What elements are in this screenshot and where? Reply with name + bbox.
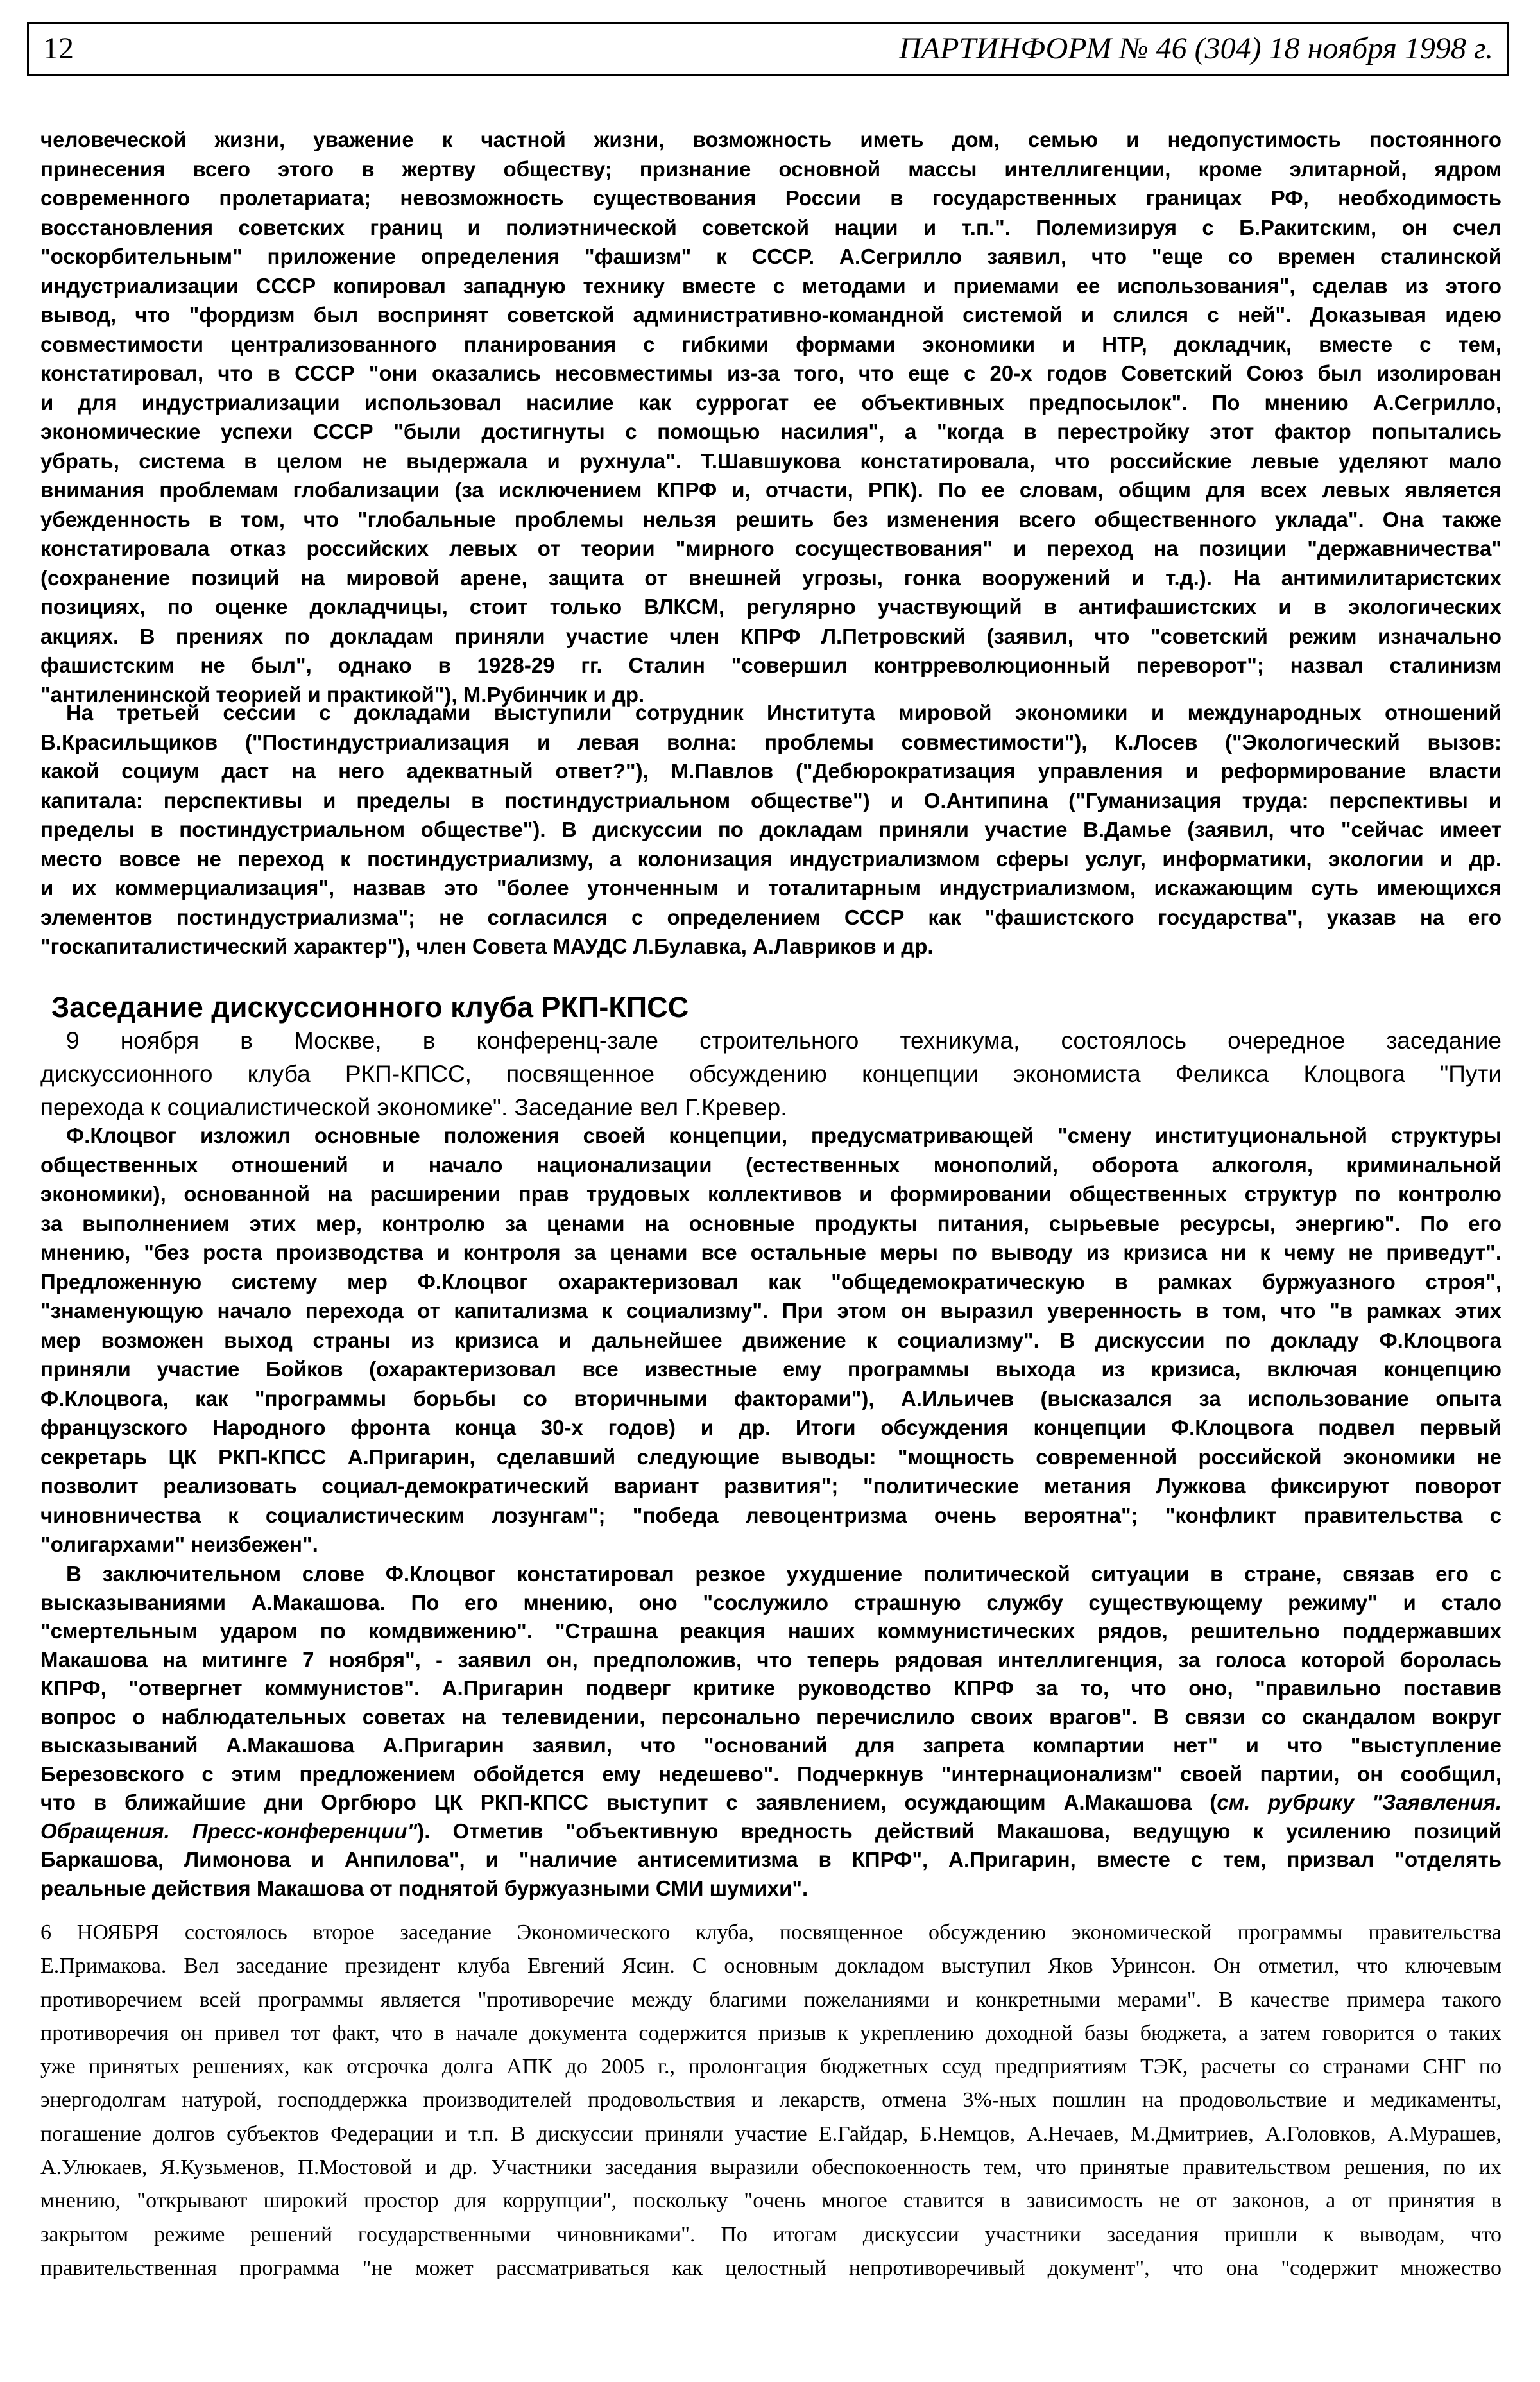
text-line: и для индустриализации использовал насилие как суррогат ее объективных предпосылок". По мнению А.Сегрилло, [40, 390, 1502, 415]
text-line: позволит реализовать социал-демократический вариант развития"; "политические метания Лужкова фиксируют поворот [40, 1474, 1502, 1498]
text-line: противоречия он привел тот факт, что в начале документа содержится призыв к укреплению доходной базы бюджета, а затем говорится о таких [40, 2021, 1502, 2045]
text-line: 9 ноября в Москве, в конференц-зале строительного техникума, состоялось очередное заседание [66, 1027, 1502, 1054]
text-line: вывод, что "фордизм был воспринят советской административно-командной системой и слился с ней". Доказывая идею [40, 303, 1502, 327]
text-line: А.Улюкаев, Я.Кузьменов, П.Мостовой и др. Участники заседания выразили обеспокоенность тем, что принятые правительством решения, по их [40, 2155, 1502, 2180]
text-line: дискуссионного клуба РКП-КПСС, посвященное обсуждению концепции экономиста Феликса Клоцвога "Пути [40, 1061, 1502, 1087]
text-line: восстановления советских границ и полиэтнической советской нации и т.п.". Полемизируя с Б.Ракитским, он счел [40, 215, 1502, 239]
text-segment: что в ближайшие дни Оргбюро ЦК РКП-КПСС выступит с заявлением, осуждающим А.Макашова ( [40, 1790, 1217, 1814]
text-line: индустриализации СССР копировал западную технику вместе с методами и приемами ее использования", сделав из этого [40, 273, 1502, 298]
text-line: (сохранение позиций на мировой арене, защита от внешней угрозы, гонка вооружений и т.д.). На антимилитаристских [40, 565, 1502, 590]
text-line: место вовсе не переход к постиндустриализму, а колонизация индустриализмом сферы услуг, информатики, экологии и др. [40, 846, 1502, 871]
text-line: секретарь ЦК РКП-КПСС А.Пригарин, сделавший следующие выводы: "мощность современной российской экономики не [40, 1444, 1502, 1469]
page-header [27, 22, 1509, 76]
text-line: и их коммерциализация", назвав это "более утонченным и тоталитарным индустриализмом, искажающим суть имеющихся [40, 876, 1502, 900]
text-line: пределы в постиндустриальном обществе"). В дискуссии по докладам приняли участие В.Дамье (заявил, что "сейчас имеет [40, 818, 1502, 841]
text-line: чиновничества к социалистическим лозунгам"; "победа левоцентризма очень вероятна"; "конфликт правительства с [40, 1503, 1502, 1527]
text-line: Баркашова, Лимонова и Анпилова", и "наличие антисемитизма в КПРФ", А.Пригарин, вместе с тем, призвал "отделять [40, 1847, 1502, 1871]
text-line: Е.Примакова. Вел заседание президент клуба Евгений Ясин. С основным докладом выступил Яков Уринсон. Он отметил, что ключевым [40, 1954, 1502, 1978]
text-line: современного пролетариата; невозможность существования России в государственных границах РФ, необходимость [40, 186, 1502, 210]
text-line: позициях, по оценке докладчицы, стоит только ВЛКСМ, регулярно участвующий в антифашистских и в экологических [40, 595, 1502, 619]
section-intro [40, 1024, 1502, 1124]
section-paragraph-1 [40, 1121, 1502, 1559]
text-line: вопрос о наблюдательных советах на телевидении, персонально перечислило своих врагов". В связи со скандалом вокруг [40, 1704, 1502, 1729]
text-line: "оскорбительным" приложение определения "фашизм" к СССР. А.Сегрилло заявил, что "еще со времен сталинской [40, 244, 1502, 268]
news-paragraph [40, 1916, 1502, 2285]
text-line: человеческой жизни, уважение к частной жизни, возможность иметь дом, семью и недопустимость постоянного [40, 128, 1502, 151]
text-line: В заключительном слове Ф.Клоцвог констатировал резкое ухудшение политической ситуации в стране, связав его с [66, 1562, 1502, 1586]
text-line: общественных отношений и начало национализации (естественных монополий, оборота алкоголя, криминальной [40, 1152, 1502, 1177]
text-line: "госкапиталистический характер"), член Совета МАУДС Л.Булавка, А.Лавриков и др. [40, 934, 934, 958]
text-line: Березовского с этим предложением обойдется ему недешево". Подчеркнув "интернационализм" своей партии, он сообщил, [40, 1761, 1502, 1786]
text-line: элементов постиндустриализма"; не согласился с определением СССР как "фашистского государства", указав на его [40, 905, 1502, 929]
text-line: констатировала отказ российских левых от теории "мирного сосуществования" и переход на позиции "державничества" [40, 536, 1502, 560]
text-line: фашистским не был", однако в 1928-29 гг. Сталин "совершил контрреволюционный переворот"; назвал сталинизм [40, 653, 1502, 677]
section-paragraph-2 [40, 1560, 1502, 1903]
section-heading: Заседание дискуссионного клуба РКП-КПСС [51, 991, 689, 1024]
text-line: французского Народного фронта конца 30-х годов) и др. Итоги обсуждения концепции Ф.Клоцвога подвел первый [40, 1416, 1502, 1439]
text-line: закрытом режиме решений государственными чиновниками". По итогам дискуссии участники заседания пришли к выводам, что [40, 2222, 1502, 2247]
text-line: акциях. В прениях по докладам приняли участие член КПРФ Л.Петровский (заявил, что "советский режим изначально [40, 624, 1502, 648]
text-line: за выполнением этих мер, контролю за ценами на основные продукты питания, сырьевые ресурсы, энергию". По его [40, 1211, 1502, 1235]
text-line: Ф.Клоцвога, как "программы борьбы со вторичными факторами"), А.Ильичев (высказался за использование опыта [40, 1386, 1502, 1410]
publication-title: ПАРТИНФОРМ № 46 (304) 18 ноября 1998 г. [899, 31, 1493, 65]
text-line: перехода к социалистической экономике". Заседание вел Г.Кревер. [40, 1094, 787, 1120]
text-line: "знаменующую начало перехода от капитализма к социализму". При этом он выразил уверенность в том, что "в рамках этих [40, 1299, 1502, 1323]
text-line: какой социум даст на него адекватный ответ?"), М.Павлов ("Дебюрократизация управления и реформирование власти [40, 759, 1502, 783]
text-line: капитала: перспективы и пределы в постиндустриальном обществе") и О.Антипина ("Гуманизация труда: перспективы и [40, 788, 1502, 812]
text-line: правительственная программа "не может рассматриваться как целостный непротиворечивый документ", что она "содержит множество [40, 2256, 1502, 2280]
text-line: экономики), основанной на расширении прав трудовых коллективов и формировании общественных структур по контролю [40, 1182, 1502, 1206]
text-line: мер возможен выход страны из кризиса и дальнейшее движение к социализму". В дискуссии по докладу Ф.Клоцвога [40, 1328, 1502, 1352]
text-line: энергодолгам натурой, господдержка производителей продовольствия и лекарств, отмена 3%-ных пошлин на продовольствие и медикаменты, [40, 2088, 1502, 2112]
text-line: приняли участие Бойков (охарактеризовал все известные ему программы выхода из кризиса, включая концепцию [40, 1357, 1502, 1381]
text-line: внимания проблемам глобализации (за исключением КПРФ и, отчасти, РПК). По ее словам, общим для всех левых является [40, 478, 1502, 502]
text-line: Макашова на митинге 7 ноября", - заявил он, предположив, что теперь рядовая интеллигенция, за голоса которой боролась [40, 1647, 1502, 1672]
text-line: "смертельным ударом по комдвижению". "Страшна реакция наших коммунистических рядов, решительно поддержавших [40, 1619, 1502, 1643]
text-line: реальные действия Макашова от поднятой буржуазными СМИ шумихи". [40, 1876, 809, 1900]
text-line: Предложенную систему мер Ф.Клоцвог охарактеризовал как "общедемократическую в рамках буржуазного строя", [40, 1269, 1502, 1294]
text-line: погашение долгов субъектов Федерации и т.п. В дискуссии приняли участие Е.Гайдар, Б.Немцов, А.Нечаев, М.Дмитриев, А.Головков, А.Мурашев, [40, 2121, 1502, 2146]
text-line: "антиленинской теорией и практикой"), М.Рубинчик и др. [40, 682, 645, 707]
text-line: уже принятых решениях, как отсрочка долга АПК до 2005 г., пролонгация бюджетных ссуд предприятиям ТЭК, расчеты со странами СНГ по [40, 2055, 1502, 2079]
text-line: мнению, "без роста производства и контроля за ценами все остальные меры по выводу из кризиса ни к чему не приведут". [40, 1240, 1502, 1264]
text-line: совместимости централизованного планирования с гибкими формами экономики и НТР, докладчик, вместе с тем, [40, 332, 1502, 356]
text-line: высказываниями А.Макашова. По его мнению, оно "сослужило страшную службу существующему режиму" и стало [40, 1590, 1502, 1615]
article-paragraph-2 [40, 698, 1502, 961]
text-line: экономические успехи СССР "были достигнуты с помощью насилия", а "когда в перестройку этот фактор попытались [40, 420, 1502, 443]
text-line: Ф.Клоцвог изложил основные положения своей концепции, предусматривающей "смену институциональной структуры [66, 1124, 1502, 1147]
text-line [40, 1817, 1502, 1846]
text-line: убежденность в том, что "глобальные проблемы нельзя решить без изменения всего общественного уклада". Она также [40, 507, 1502, 531]
text-line: принесения всего этого в жертву обществу; признание основной массы интеллигенции, кроме элитарной, ядром [40, 157, 1502, 181]
text-line: констатировал, что в СССР "они оказались несовместимы из-за того, что еще с 20-х годов Советский Союз был изолирован [40, 361, 1502, 385]
text-line: В.Красильщиков ("Постиндустриализация и левая волна: проблемы совместимости"), К.Лосев ("Экологический вызов: [40, 730, 1502, 754]
text-line [40, 1788, 1502, 1817]
text-line: высказываний А.Макашова А.Пригарин заявил, что "оснований для запрета компартии нет" и что "выступление [40, 1733, 1502, 1757]
italic-text: Обращения. Пресс-конференции" [40, 1819, 418, 1843]
text-line: мнению, "открывают широкий простор для коррупции", поскольку "очень многое ставится в зависимость не от законов, а от принятия в [40, 2189, 1502, 2213]
text-line: КПРФ, "отвергнет коммунистов". А.Пригарин подверг критике руководство КПРФ за то, что оно, "правильно поставив [40, 1676, 1502, 1700]
text-line: противоречием всей программы является "противоречие между благими пожеланиями и конкретными мерами". В качестве примера такого [40, 1987, 1502, 2012]
text-segment: ). Отметив "объективную вредность действий Макашова, ведущую к усилению позиций [417, 1819, 1502, 1843]
text-line: На третьей сессии с докладами выступили сотрудник Института мировой экономики и международных отношений [66, 701, 1502, 724]
article-paragraph-1 [40, 125, 1502, 709]
text-line: убрать, система в целом не выдержала и рухнула". Т.Шавшукова констатировала, что российские левые уделяют мало [40, 449, 1502, 473]
italic-text: см. рубрику "Заявления. [1217, 1790, 1502, 1814]
text-line: 6 НОЯБРЯ состоялось второе заседание Экономического клуба, посвященное обсуждению экономической программы правительства [40, 1921, 1502, 1944]
page-number: 12 [43, 31, 74, 65]
text-line: "олигархами" неизбежен". [40, 1532, 318, 1556]
